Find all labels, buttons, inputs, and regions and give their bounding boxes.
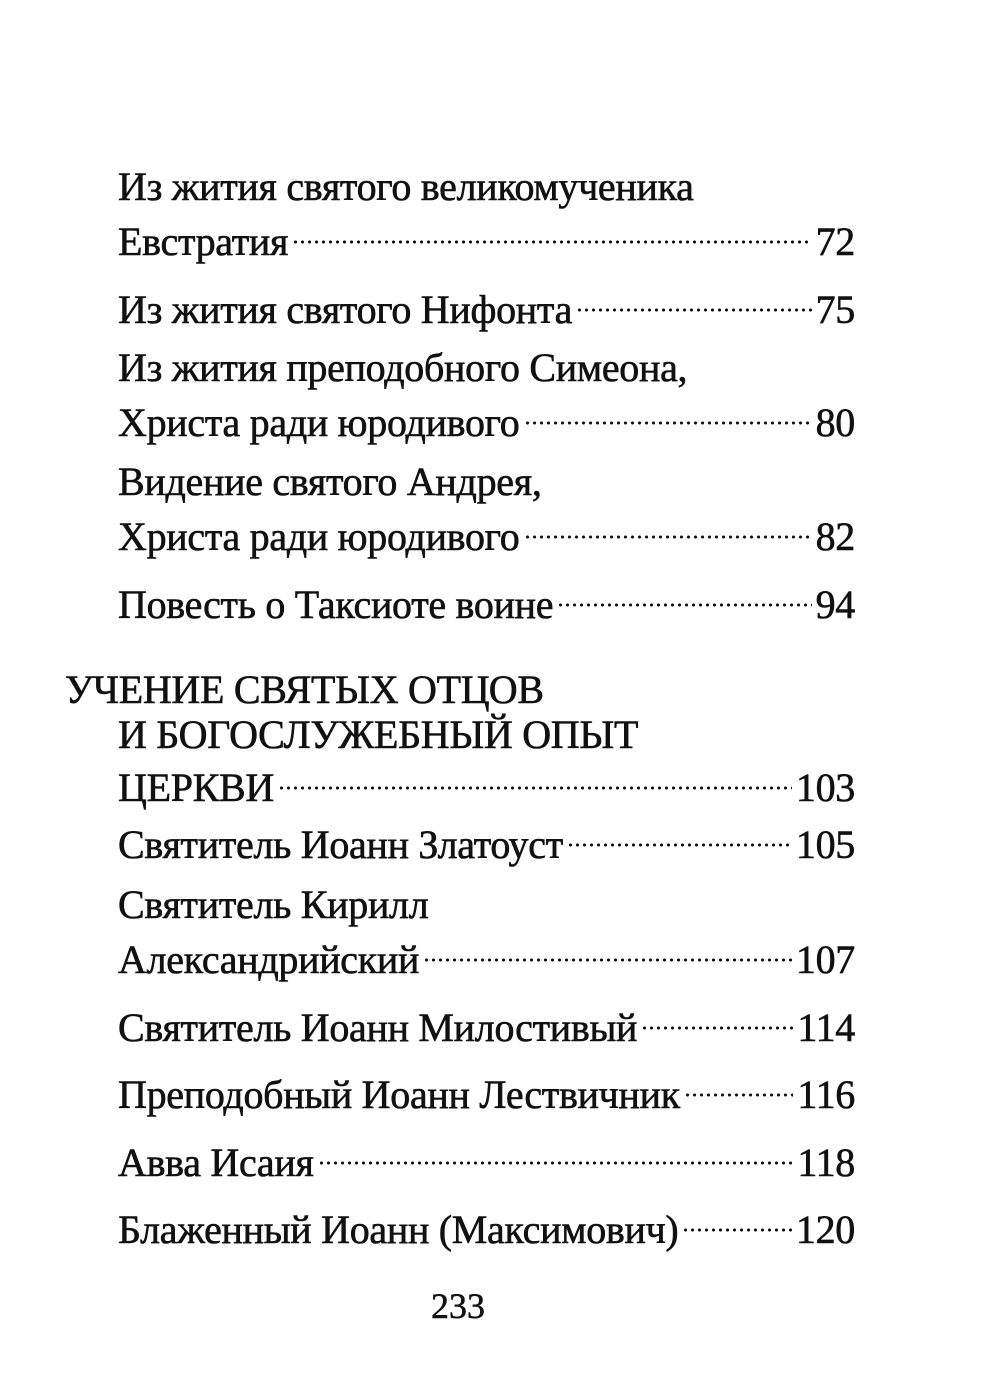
entry-title: Преподобный Иоанн Лествичник: [118, 1072, 680, 1117]
dot-leader: [524, 390, 812, 436]
entry-last-line: [118, 927, 855, 982]
entry-title-line: Из жития преподобного Симеона,: [118, 345, 688, 390]
dot-leader: [318, 1130, 794, 1176]
dot-leader: [567, 812, 792, 858]
entry-title: Святитель Иоанн Златоуст: [118, 822, 563, 867]
entry-title: Христа ради юродивого: [118, 400, 520, 445]
entry-page: 80: [815, 400, 855, 445]
entry-page: 114: [797, 1005, 855, 1050]
entry-page: 75: [815, 287, 855, 332]
entry-title: Евстратия: [118, 219, 289, 264]
entry-title: Повесть о Таксиоте воине: [118, 582, 554, 627]
dot-leader: [423, 927, 792, 973]
section-title-line: И БОГОСЛУЖЕБНЫЙ ОПЫТ: [118, 712, 639, 757]
section-page: 103: [795, 765, 855, 810]
entry-last-line: [118, 390, 855, 445]
dot-leader: [576, 277, 812, 323]
entry-page: 120: [795, 1207, 855, 1252]
entry-page: 94: [815, 582, 855, 627]
dot-leader: [557, 572, 811, 618]
entry-title: Христа ради юродивого: [118, 514, 520, 559]
entry-last-line: [118, 504, 855, 559]
entry-page: 116: [797, 1072, 855, 1117]
dot-leader: [684, 1062, 794, 1108]
dot-leader: [682, 1197, 791, 1243]
entry-last-line: [118, 1130, 855, 1185]
entry-last-line: [118, 995, 855, 1050]
entry-title: Авва Исаия: [118, 1140, 314, 1185]
entry-title-line: Видение святого Андрея,: [118, 459, 542, 504]
entry-page: 82: [815, 514, 855, 559]
entry-last-line: [118, 1062, 855, 1117]
dot-leader: [278, 755, 792, 801]
section-title-line: УЧЕНИЕ СВЯТЫХ ОТЦОВ: [65, 667, 544, 712]
section-last-line: [118, 755, 855, 810]
entry-last-line: [118, 572, 855, 627]
entry-page: 105: [795, 822, 855, 867]
entry-title: Александрийский: [118, 937, 420, 982]
entry-last-line: [118, 1197, 855, 1252]
dot-leader: [524, 504, 812, 550]
section-title: ЦЕРКВИ: [118, 765, 275, 810]
entry-title: Блаженный Иоанн (Максимович): [118, 1207, 679, 1252]
dot-leader: [292, 209, 811, 255]
entry-page: 107: [795, 937, 855, 982]
entry-page: 118: [797, 1140, 855, 1185]
entry-last-line: [118, 209, 855, 264]
entry-last-line: [118, 277, 855, 332]
entry-title: Из жития святого Нифонта: [118, 287, 573, 332]
entry-title: Святитель Иоанн Милостивый: [118, 1005, 638, 1050]
entry-last-line: [118, 812, 855, 867]
entry-page: 72: [815, 219, 855, 264]
entry-title-line: Из жития святого великомученика: [118, 164, 694, 209]
entry-title-line: Святитель Кирилл: [118, 882, 429, 927]
page-number: 233: [431, 1286, 485, 1326]
dot-leader: [641, 995, 793, 1041]
